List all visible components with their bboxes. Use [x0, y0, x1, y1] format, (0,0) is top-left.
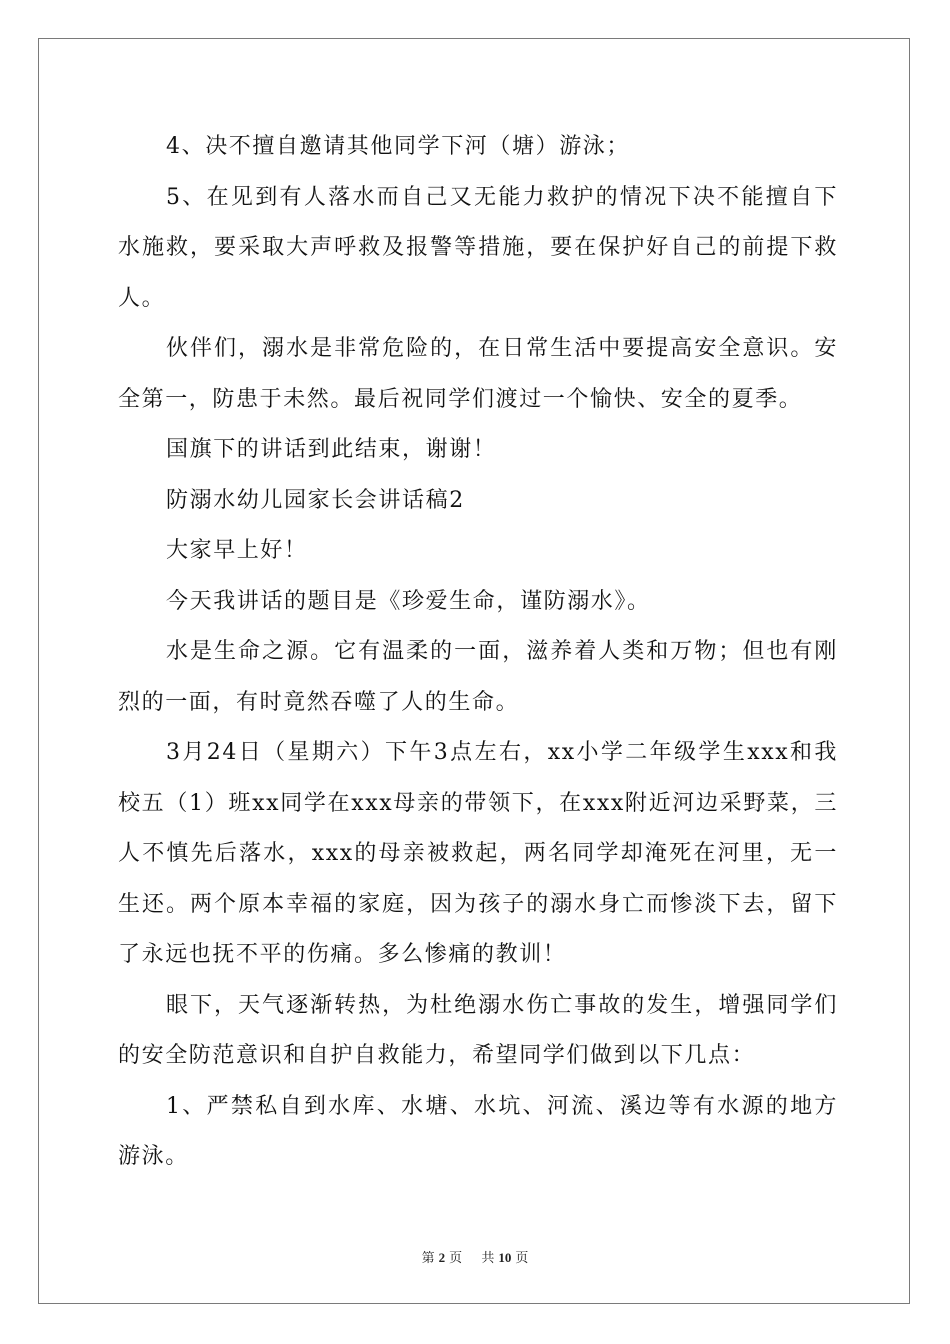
page-footer — [0, 1247, 950, 1266]
paragraph-appeal: 眼下，天气逐渐转热，为杜绝溺水伤亡事故的发生，增强同学们的安全防范意识和自护自救能力，希望同学们做到以下几点： — [118, 992, 838, 1068]
paragraph-rule-5: 5、在见到有人落水而自己又无能力救护的情况下决不能擅自下水施救，要采取大声呼救及报警等措施，要在保护好自己的前提下救人。 — [118, 184, 838, 311]
document-body — [118, 122, 838, 1183]
paragraph-incident: 3月24日（星期六）下午3点左右，xx小学二年级学生xxx和我校五（1）班xx同学在xxx母亲的带领下，在xxx附近河边采野菜，三人不慎先后落水，xxx的母亲被救起，两名同学却淹死在河里，无一生还。两个原本幸福的家庭，因为孩子的溺水身亡而惨淡下去，留下了永远也抚不平的伤痛。多么惨痛的教训！ — [118, 740, 838, 967]
paragraph-rule-1: 1、严禁私自到水库、水塘、水坑、河流、溪边等有水源的地方游泳。 — [118, 1093, 838, 1169]
paragraph-rule-4: 4、决不擅自邀请其他同学下河（塘）游泳； — [166, 134, 630, 159]
total-pages: 10 — [498, 1250, 512, 1265]
page-indicator: 第 2 页 — [421, 1250, 463, 1265]
page-number: 2 — [438, 1250, 446, 1265]
paragraph-closing-advice: 伙伴们，溺水是非常危险的，在日常生活中要提高安全意识。安全第一，防患于未然。最后祝同学们渡过一个愉快、安全的夏季。 — [118, 336, 838, 412]
section-title: 防溺水幼儿园家长会讲话稿2 — [166, 487, 465, 513]
paragraph-greeting: 大家早上好！ — [166, 538, 308, 563]
paragraph-topic: 今天我讲话的题目是《珍爱生命，谨防溺水》。 — [166, 588, 651, 614]
paragraph-speech-end: 国旗下的讲话到此结束，谢谢！ — [166, 437, 497, 462]
paragraph-water-intro: 水是生命之源。它有温柔的一面，滋养着人类和万物；但也有刚烈的一面，有时竟然吞噬了人的生命。 — [118, 639, 838, 715]
total-pages-indicator: 共 10 页 — [481, 1250, 529, 1265]
